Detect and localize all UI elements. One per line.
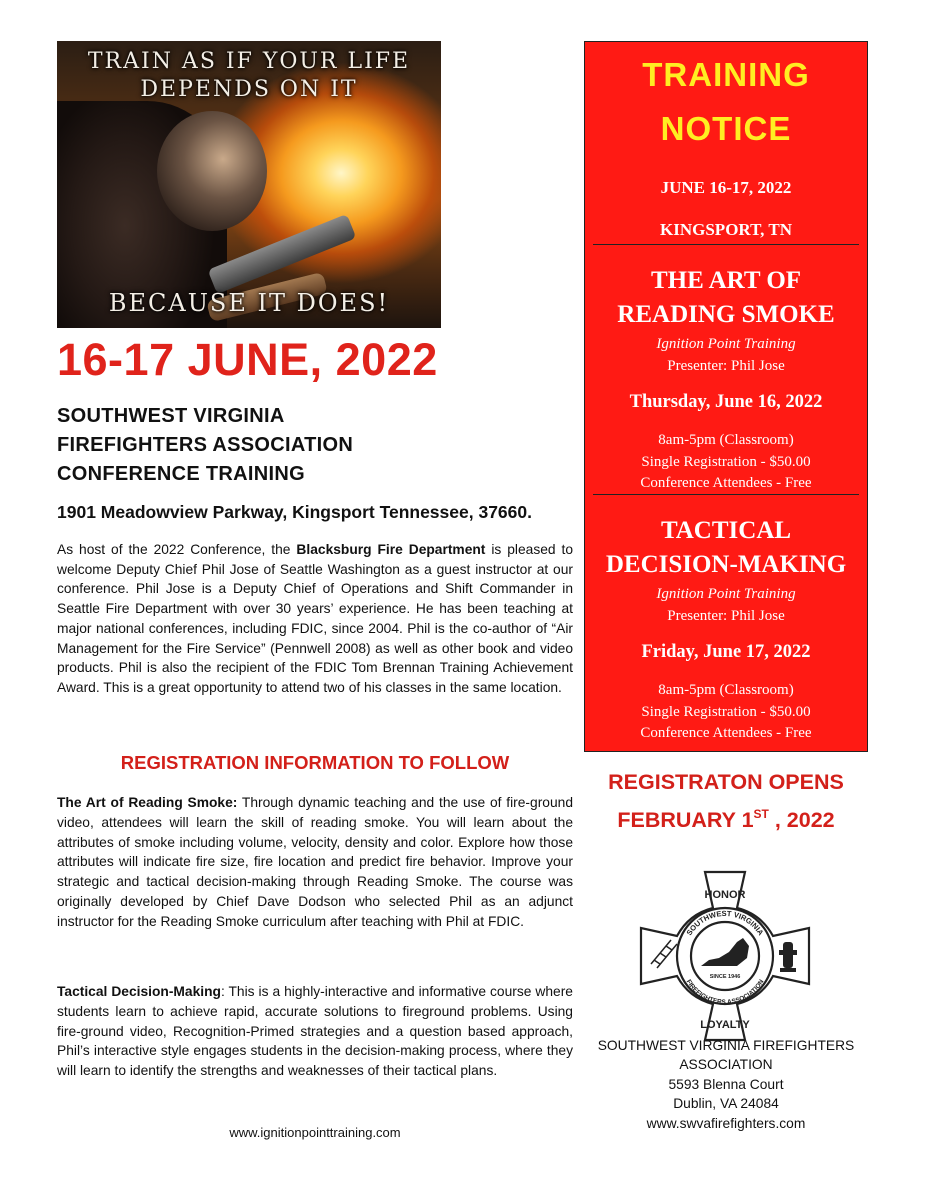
org-name: ASSOCIATION <box>679 1057 773 1073</box>
notice-title: NOTICE <box>660 110 792 147</box>
logo-since: SINCE 1946 <box>709 974 741 980</box>
class1-presenter: Presenter: Phil Jose <box>667 358 785 374</box>
hero-text-bottom: BECAUSE IT DOES! <box>108 289 390 317</box>
notice-dates: JUNE 16-17, 2022 <box>660 178 792 197</box>
training-notice-panel <box>584 41 868 752</box>
class2-single-fee: Single Registration - $50.00 <box>641 704 811 720</box>
course-text: : This is a highly-interactive and informative course where students learn to achieve rapid, accurate solutions to fireground problems. Using fire-ground video, Recognition-Primed strategies and a question based approach, Phil’s interactive style engages students in the decision-making process, where they will learn to identify the strengths and weaknesses of their tactical plans. <box>57 984 573 1079</box>
divider <box>593 494 859 495</box>
org-name: SOUTHWEST VIRGINIA FIREFIGHTERS <box>597 1038 855 1053</box>
intro-text: is pleased to welcome Deputy Chief Phil Jose of Seattle Washington as a guest instructor at our conference. Phil Jose is a Deputy Chief of Operations and Shift Commander in Seattle Fire Department with over 30 years’ experience. He has been teaching at major national conferences, including FDIC, since 2004. Phil is the co-author of “Air Management for the Fire Service” (Pennwell 2008) as well as other book and video products. Phil is also the recipient of the FDIC Tom Brennan Training Achievement Award. This is a great opportunity to attend two of his classes in the same location. <box>57 542 573 695</box>
hydrant-icon <box>779 942 797 972</box>
registration-opens <box>584 766 868 836</box>
hero-text-line1: TRAIN AS IF YOUR LIFE <box>87 49 411 74</box>
class1-title: READING SMOKE <box>617 301 835 328</box>
org-website[interactable]: www.swvafirefighters.com <box>646 1115 806 1131</box>
class1-day: Thursday, June 16, 2022 <box>629 392 823 412</box>
class2-title: DECISION-MAKING <box>605 551 847 578</box>
class2-attendee-fee: Conference Attendees - Free <box>640 725 812 741</box>
association-line: SOUTHWEST VIRGINIA <box>57 405 285 427</box>
venue-address: 1901 Meadowview Parkway, Kingsport Tennessee, 37660. <box>57 502 532 522</box>
ladder-icon <box>651 940 677 968</box>
class1-single-fee: Single Registration - $50.00 <box>641 454 811 470</box>
notice-location: KINGSPORT, TN <box>660 220 792 239</box>
class1-title: THE ART OF <box>650 267 802 294</box>
class2-title: TACTICAL <box>660 517 792 544</box>
intro-host: Blacksburg Fire Department <box>296 542 486 557</box>
course-title: The Art of Reading Smoke: <box>57 795 238 810</box>
association-logo <box>637 868 813 1044</box>
logo-ring-top: SOUTHWEST VIRGINIA <box>684 908 766 938</box>
association-line: FIREFIGHTERS ASSOCIATION <box>57 434 354 456</box>
website-link[interactable]: www.ignitionpointtraining.com <box>229 1125 401 1140</box>
intro-paragraph <box>57 540 573 698</box>
registration-opens-date: FEBRUARY 1ST , 2022 <box>617 807 835 832</box>
course-description-tactical <box>57 982 573 1081</box>
registration-heading: REGISTRATION INFORMATION TO FOLLOW <box>120 752 510 773</box>
divider <box>593 244 859 245</box>
class2-day: Friday, June 17, 2022 <box>641 642 811 662</box>
organization-contact <box>584 1036 868 1133</box>
hero-text-line2: DEPENDS ON IT <box>140 77 358 102</box>
hero-image <box>57 41 441 328</box>
class2-org: Ignition Point Training <box>656 586 796 602</box>
firefighter-helmet <box>157 111 267 231</box>
virginia-map-icon <box>701 938 749 966</box>
association-line: CONFERENCE TRAINING <box>57 463 305 485</box>
class2-presenter: Presenter: Phil Jose <box>667 608 785 624</box>
course-text: Through dynamic teaching and the use of fire-ground video, attendees will learn the skill of reading smoke. You will learn about the attributes of smoke including volume, velocity, density and color. Explore how those attributes will indicate fire size, fire location and predict fire behavior. Improve your strategic and tactical decision-making through Reading Smoke. The course was originally developed by Chief Dave Dodson who selected Phil as an adjunct instructor for the Reading Smoke curriculum after teaching with Phil at FDIC. <box>57 795 573 929</box>
class1-time: 8am-5pm (Classroom) <box>658 432 794 448</box>
class1-attendee-fee: Conference Attendees - Free <box>640 475 812 491</box>
association-title <box>57 402 353 489</box>
course-description-smoke <box>57 793 573 932</box>
class1-org: Ignition Point Training <box>656 336 796 352</box>
org-street: 5593 Blenna Court <box>668 1076 784 1092</box>
logo-honor: HONOR <box>704 889 746 901</box>
date-headline: 16-17 JUNE, 2022 <box>57 334 438 385</box>
logo-ring-bottom: FIREFIGHTERS ASSOCIATION <box>684 978 766 1007</box>
logo-loyalty: LOYALTY <box>700 1019 750 1031</box>
notice-title: TRAINING <box>642 56 810 93</box>
course-title: Tactical Decision-Making <box>57 984 221 999</box>
class2-time: 8am-5pm (Classroom) <box>658 682 794 698</box>
intro-text: As host of the 2022 Conference, the <box>57 542 297 557</box>
registration-opens-line: REGISTRATON OPENS <box>608 770 844 794</box>
org-city: Dublin, VA 24084 <box>673 1096 779 1112</box>
